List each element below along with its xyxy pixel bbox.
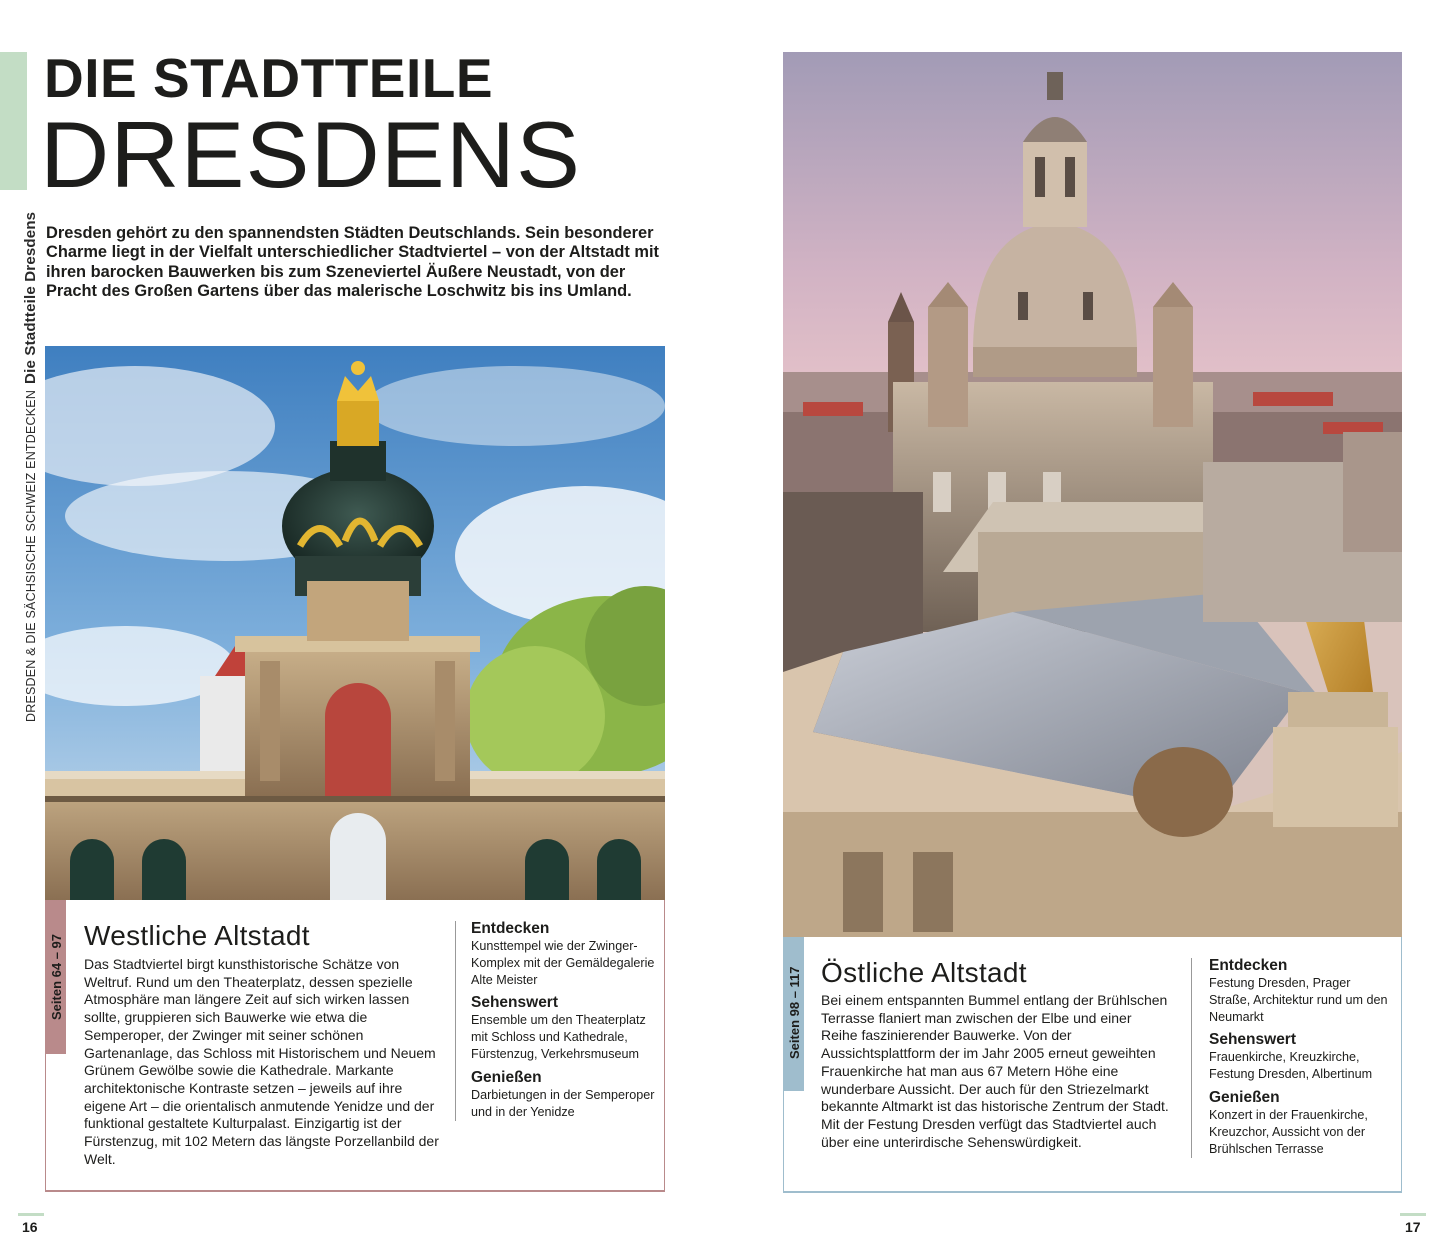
frauenkirche-photo bbox=[783, 52, 1402, 938]
page-range-tab bbox=[784, 937, 804, 1091]
column-divider bbox=[1191, 958, 1192, 1158]
district-title: Östliche Altstadt bbox=[821, 957, 1027, 988]
highlight-text: Ensemble um den Theaterplatz mit Schloss und Kathedrale, Fürstenzug, Verkehrsmuseum bbox=[471, 1013, 646, 1061]
district-description: Das Stadtviertel birgt kunsthistorische Schätze von Weltruf. Rund um den Theaterplatz, dessen spezielle Atmosphäre man längere Zeit auf sich wirken lassen sollte, gruppieren sich Bauwerke wie etwa die Semperoper, der Zwinger mit seiner schönen Gartenanlage, das Schloss mit Historischem und Neuem Grünem Gewölbe sowie die Kathedrale. Markante architektonische Kontraste setzen – jeweils auf ihre eigene Art – die orientalisch anmutende Yenidze und der funktional gestaltete Kulturpalast. Einzigartig ist der Fürstenzug, mit 102 Metern das längste Porzellanbild der Welt. bbox=[84, 956, 439, 1167]
page-range-label: Seiten 98 – 117 bbox=[787, 966, 802, 1059]
page-title-line2 bbox=[40, 102, 581, 207]
page-range-label: Seiten 64 – 97 bbox=[49, 934, 64, 1020]
highlight-text: Festung Dresden, Prager Straße, Architektur rund um den Neumarkt bbox=[1209, 976, 1388, 1024]
page-number-bar bbox=[1400, 1213, 1426, 1216]
district-description: Bei einem entspannten Bummel entlang der Brühlschen Terrasse flaniert man zwischen der Elbe und einer Reihe faszinierender Bauwerke. Von der Aussichtsplattform der im Jahr 2005 erneut geweihten Frauenkirche hat man aus 67 Metern Höhe eine wunderbare Aussicht. Der auch für den Striezelmarkt bekannte Altmarkt ist das historische Zentrum der Stadt. Mit der Festung Dresden verfügt das Stadtviertel auch über eine unterirdische Sehenswürdigkeit. bbox=[821, 992, 1169, 1150]
highlight-heading: Entdecken bbox=[471, 920, 550, 937]
column-divider bbox=[455, 921, 456, 1121]
highlight-text: Frauenkirche, Kreuzkirche, Festung Dresden, Albertinum bbox=[1209, 1050, 1373, 1082]
intro-paragraph: Dresden gehört zu den spannendsten Städten Deutschlands. Sein besonderer Charme liegt in der Vielfalt unterschiedlicher Stadtviertel – von der Altstadt mit ihren barocken Bauwerken bis zum Szeneviertel Äußere Neustadt, von der Pracht des Großen Gartens über das malerische Loschwitz bis ins Umland. bbox=[46, 224, 659, 301]
page-number-bar bbox=[18, 1213, 44, 1216]
running-head-section: DRESDEN & DIE SÄCHSISCHE SCHWEIZ ENTDECKEN bbox=[24, 389, 38, 722]
district-card-oestliche-altstadt bbox=[783, 937, 1402, 1193]
district-title: Westliche Altstadt bbox=[84, 920, 310, 951]
page-title-line1: DIE STADTTEILE bbox=[44, 47, 494, 109]
highlight-text: Darbietungen in der Semperoper und in der Yenidze bbox=[471, 1087, 655, 1119]
highlight-heading: Entdecken bbox=[1209, 957, 1288, 974]
highlight-heading: Sehenswert bbox=[471, 994, 559, 1012]
page-number-left: 16 bbox=[22, 1219, 38, 1235]
highlight-text: Konzert in der Frauenkirche, Kreuzchor, Aussicht von der Brühlschen Terrasse bbox=[1209, 1107, 1368, 1156]
district-highlights bbox=[471, 920, 656, 1126]
highlight-heading: Genießen bbox=[471, 1068, 542, 1086]
zwinger-crown-gate-photo bbox=[45, 346, 665, 901]
highlight-heading: Sehenswert bbox=[1209, 1031, 1297, 1049]
highlight-text: Kunsttempel wie der Zwinger-Komplex mit der Gemäldegalerie Alte Meister bbox=[471, 939, 655, 987]
district-highlights bbox=[1209, 957, 1394, 1163]
district-card-westliche-altstadt bbox=[45, 900, 665, 1192]
page-number-right: 17 bbox=[1405, 1219, 1421, 1235]
page-range-tab bbox=[46, 900, 66, 1054]
running-head bbox=[22, 212, 39, 722]
highlight-heading: Genießen bbox=[1209, 1088, 1280, 1106]
running-head-chapter: Die Stadtteile Dresdens bbox=[22, 211, 39, 384]
section-color-tab bbox=[0, 52, 27, 190]
page-title-line2-text: DRESDENS bbox=[40, 102, 581, 207]
